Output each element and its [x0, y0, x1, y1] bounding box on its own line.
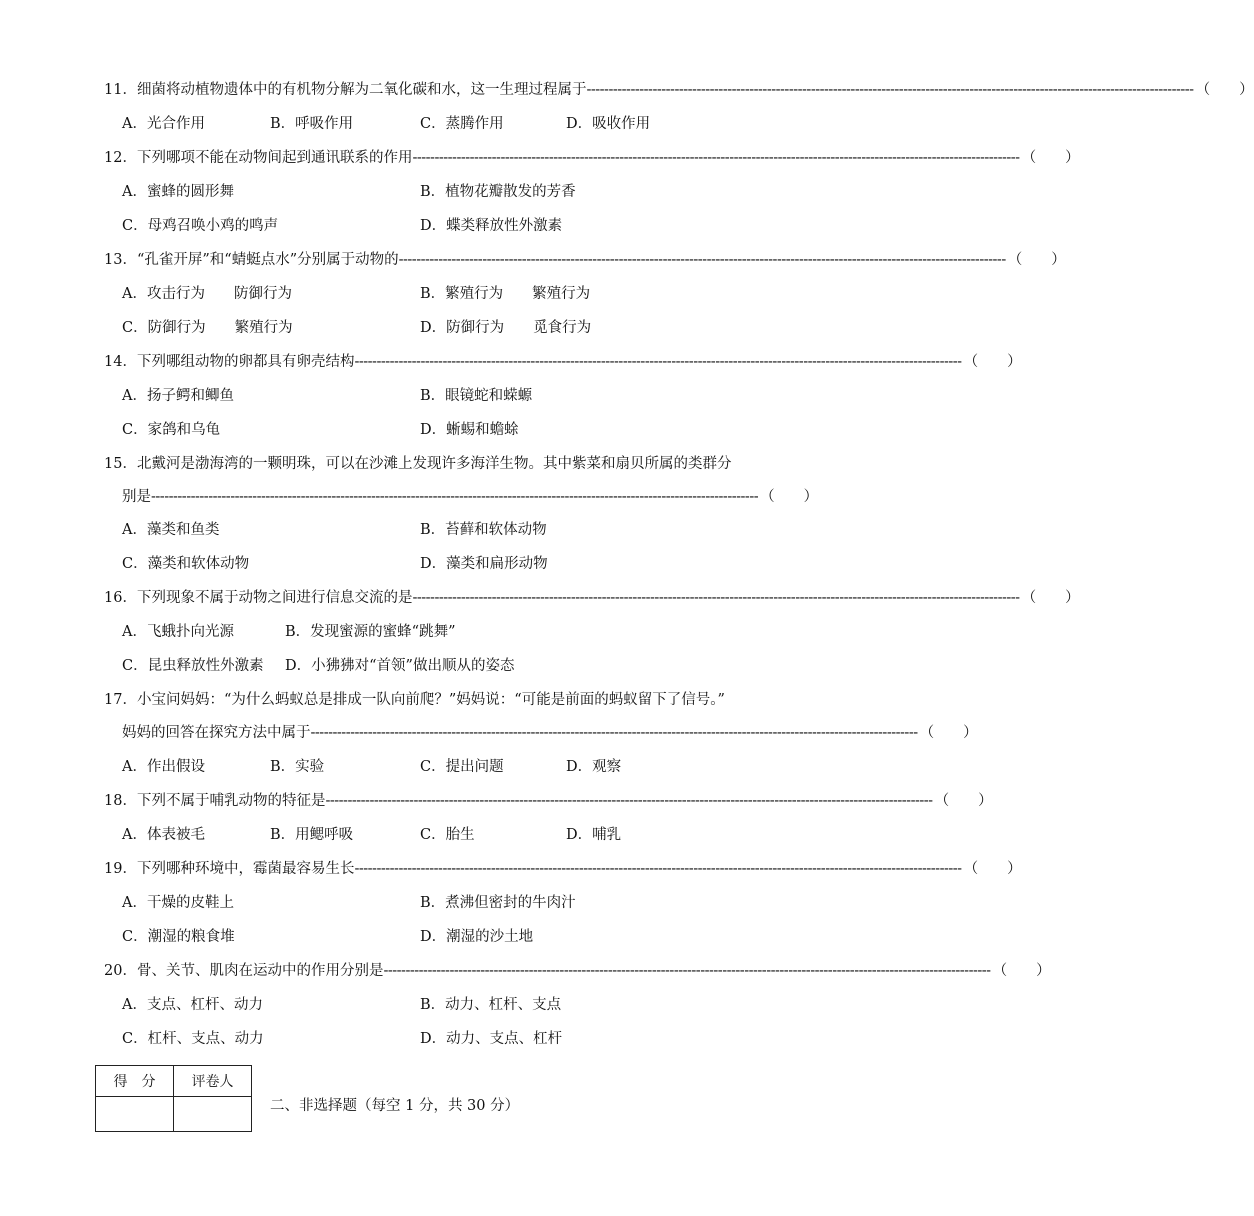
option-b: B．植物花瓣散发的芳香	[420, 184, 576, 200]
option-d: D．蜥蜴和蟾蜍	[420, 422, 519, 438]
option-c: C．昆虫释放性外激素	[122, 658, 264, 674]
option-b: B．眼镜蛇和蝾螈	[420, 388, 533, 404]
answer-bracket: （ ）	[934, 793, 993, 809]
option-c: C．杠杆、支点、动力	[122, 1031, 264, 1047]
option-d: D．防御行为 觅食行为	[420, 320, 592, 336]
question-text-continued: 别是	[122, 489, 151, 505]
option-c: C．胎生	[420, 827, 475, 843]
question-number: 19．	[104, 861, 137, 877]
answer-bracket: （ ）	[992, 963, 1051, 979]
option-d: D．动力、支点、杠杆	[420, 1031, 563, 1047]
question-number: 20．	[104, 963, 137, 979]
option-c: C．潮湿的粮食堆	[122, 929, 235, 945]
option-d: D．观察	[566, 759, 622, 775]
answer-bracket: （ ）	[1021, 590, 1080, 606]
question-text-continued: 妈妈的回答在探究方法中属于	[122, 725, 311, 741]
option-d: D．蝶类释放性外激素	[420, 218, 563, 234]
question-17-continued	[122, 723, 978, 743]
option-b: B．实验	[270, 759, 325, 775]
option-d: D．哺乳	[566, 827, 622, 843]
question-text: 下列哪项不能在动物间起到通讯联系的作用	[136, 150, 413, 166]
leader-dots: ------------------------------------------------------------------------------------------------------------------------------------------	[151, 489, 759, 505]
question-text: 下列现象不属于动物之间进行信息交流的是	[136, 590, 413, 606]
question-number: 16．	[104, 590, 137, 606]
option-b: B．苔藓和软体动物	[420, 522, 547, 538]
question-17	[104, 690, 725, 710]
option-a: A．体表被毛	[122, 827, 205, 843]
question-18	[104, 791, 993, 811]
question-14	[104, 352, 1022, 372]
option-a: A．作出假设	[122, 759, 205, 775]
question-15	[104, 454, 731, 474]
question-number: 15．	[104, 456, 137, 472]
option-a: A．飞蛾扑向光源	[122, 624, 234, 640]
option-b: B．呼吸作用	[270, 116, 354, 132]
option-a: A．攻击行为 防御行为	[122, 286, 292, 302]
answer-bracket: （ ）	[963, 354, 1022, 370]
score-table	[95, 1065, 252, 1132]
option-c: C．蒸腾作用	[420, 116, 504, 132]
option-d: D．藻类和扁形动物	[420, 556, 548, 572]
question-text: 小宝问妈妈：“为什么蚂蚁总是排成一队向前爬？”妈妈说：“可能是前面的蚂蚁留下了信号。”	[136, 692, 725, 708]
option-b: B．发现蜜源的蜜蜂“跳舞”	[285, 624, 456, 640]
option-c: C．母鸡召唤小鸡的鸣声	[122, 218, 279, 234]
grader-header: 评卷人	[174, 1066, 252, 1097]
option-b: B．用鳃呼吸	[270, 827, 354, 843]
question-text: “孔雀开屏”和“蜻蜓点水”分别属于动物的	[136, 252, 399, 268]
question-12	[104, 148, 1080, 168]
option-c: C．提出问题	[420, 759, 504, 775]
leader-dots: ------------------------------------------------------------------------------------------------------------------------------------------	[398, 252, 1006, 268]
question-text: 下列哪种环境中，霉菌最容易生长	[136, 861, 355, 877]
question-number: 13．	[104, 252, 137, 268]
leader-dots: ------------------------------------------------------------------------------------------------------------------------------------------	[383, 963, 991, 979]
option-a: A．光合作用	[122, 116, 205, 132]
answer-bracket: （ ）	[1007, 252, 1066, 268]
option-a: A．扬子鳄和鲫鱼	[122, 388, 234, 404]
question-text: 下列哪组动物的卵都具有卵壳结构	[136, 354, 355, 370]
option-d: D．吸收作用	[566, 116, 651, 132]
option-a: A．干燥的皮鞋上	[122, 895, 234, 911]
option-c: C．家鸽和乌龟	[122, 422, 221, 438]
answer-bracket: （ ）	[919, 725, 978, 741]
answer-bracket: （ ）	[963, 861, 1022, 877]
question-15-continued	[122, 487, 819, 507]
question-text: 北戴河是渤海湾的一颗明珠，可以在沙滩上发现许多海洋生物。其中紫菜和扇贝所属的类群分	[136, 456, 732, 472]
leader-dots: ------------------------------------------------------------------------------------------------------------------------------------------	[354, 861, 962, 877]
option-b: B．煮沸但密封的牛肉汁	[420, 895, 576, 911]
question-number: 14．	[104, 354, 137, 370]
question-number: 17．	[104, 692, 137, 708]
grader-cell	[174, 1097, 252, 1132]
question-19	[104, 859, 1022, 879]
leader-dots: ------------------------------------------------------------------------------------------------------------------------------------------	[412, 590, 1020, 606]
leader-dots: ------------------------------------------------------------------------------------------------------------------------------------------	[310, 725, 918, 741]
option-c: C．防御行为 繁殖行为	[122, 320, 293, 336]
question-text: 下列不属于哺乳动物的特征是	[136, 793, 326, 809]
leader-dots: ------------------------------------------------------------------------------------------------------------------------------------------	[412, 150, 1020, 166]
option-c: C．藻类和软体动物	[122, 556, 250, 572]
leader-dots: ------------------------------------------------------------------------------------------------------------------------------------------	[586, 82, 1194, 98]
section-title: 二、非选择题（每空 1 分，共 30 分）	[270, 1098, 520, 1114]
question-11	[104, 80, 1254, 100]
option-a: A．蜜蜂的圆形舞	[122, 184, 234, 200]
question-text: 细菌将动植物遗体中的有机物分解为二氧化碳和水，这一生理过程属于	[136, 82, 587, 98]
question-20	[104, 961, 1051, 981]
question-number: 18．	[104, 793, 137, 809]
leader-dots: ------------------------------------------------------------------------------------------------------------------------------------------	[325, 793, 933, 809]
question-number: 12．	[104, 150, 137, 166]
option-b: B．动力、杠杆、支点	[420, 997, 562, 1013]
leader-dots: ------------------------------------------------------------------------------------------------------------------------------------------	[354, 354, 962, 370]
answer-bracket: （ ）	[1195, 82, 1254, 98]
answer-bracket: （ ）	[1021, 150, 1080, 166]
answer-bracket: （ ）	[760, 489, 819, 505]
option-d: D．潮湿的沙土地	[420, 929, 534, 945]
score-header: 得 分	[96, 1066, 174, 1097]
question-text: 骨、关节、肌肉在运动中的作用分别是	[136, 963, 384, 979]
question-13	[104, 250, 1066, 270]
option-d: D．小狒狒对“首领”做出顺从的姿态	[285, 658, 515, 674]
option-a: A．藻类和鱼类	[122, 522, 220, 538]
option-b: B．繁殖行为 繁殖行为	[420, 286, 591, 302]
option-a: A．支点、杠杆、动力	[122, 997, 263, 1013]
question-number: 11．	[104, 82, 137, 98]
score-cell	[96, 1097, 174, 1132]
question-16	[104, 588, 1080, 608]
